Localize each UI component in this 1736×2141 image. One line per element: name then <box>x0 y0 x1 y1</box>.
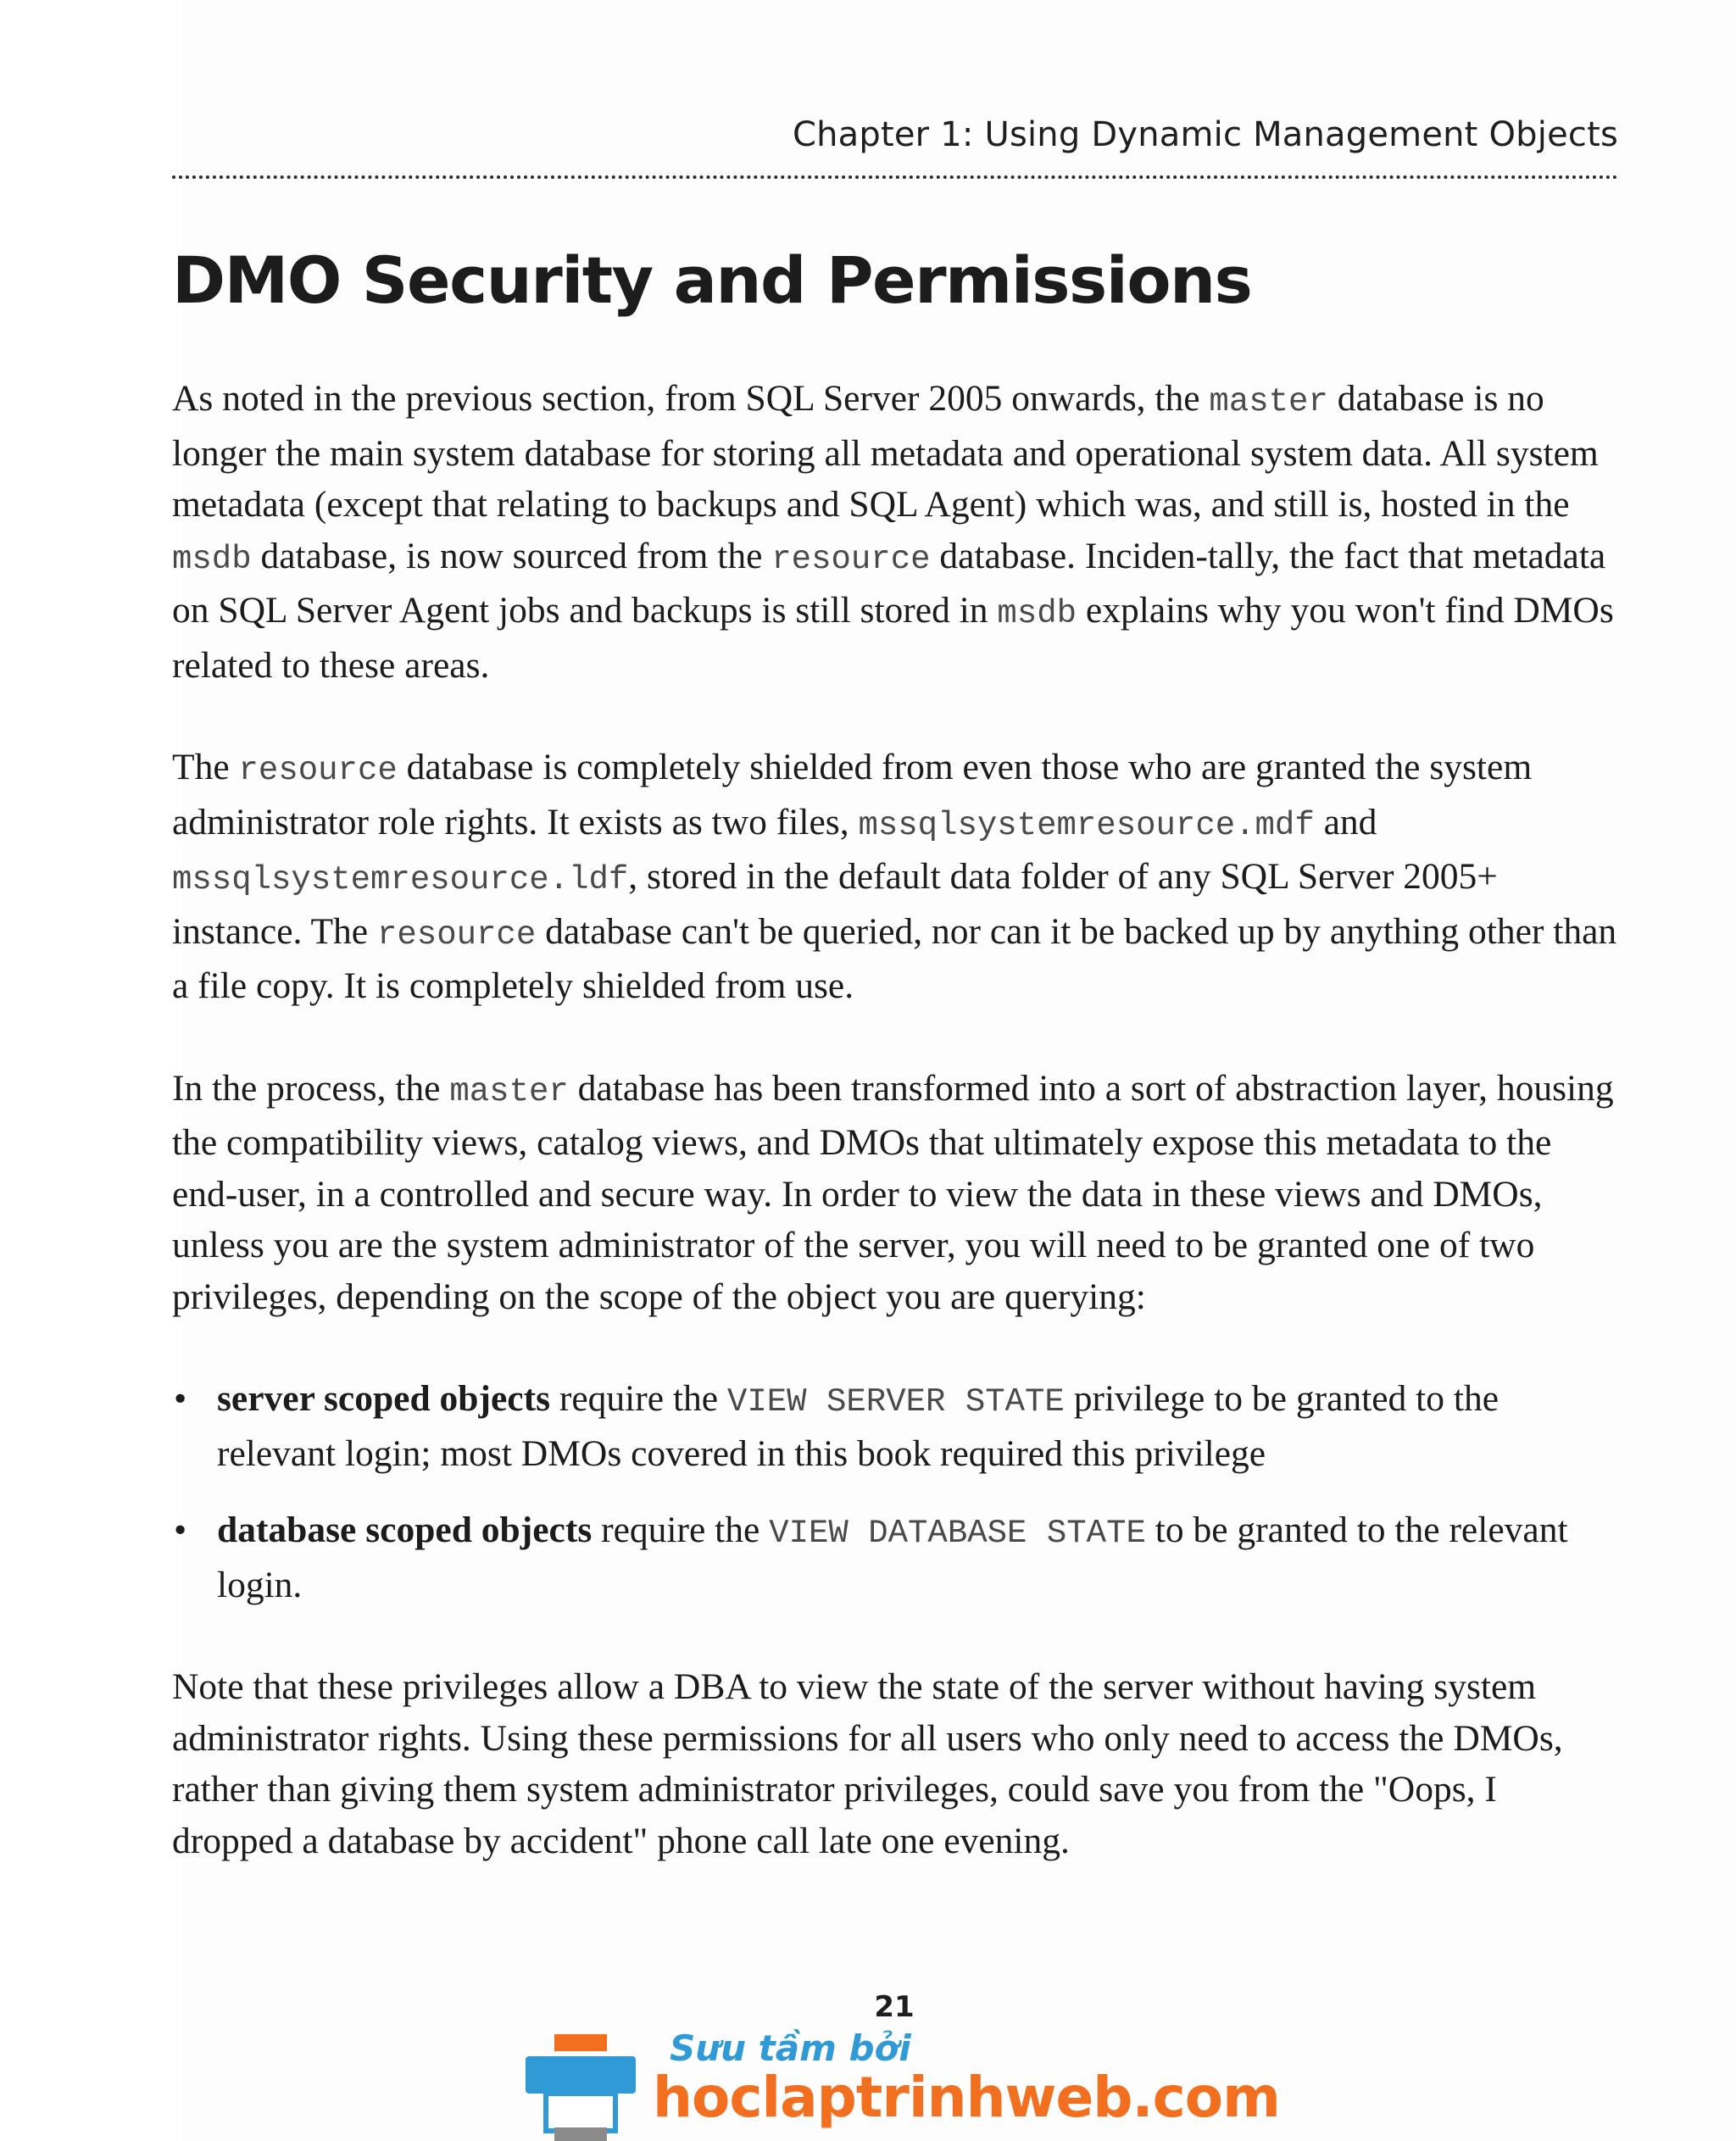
paragraph-text: database. Inciden-tally, the fact that metadata on SQL Server Agent jobs and backups is still stored in <box>172 535 1606 631</box>
list-item-text: to be granted to the relevant login. <box>217 1510 1568 1605</box>
inline-code: resource <box>771 540 931 578</box>
paragraph-text: explains why you won't find DMOs related to these areas. <box>172 590 1614 686</box>
paragraph-4: Note that these privileges allow a DBA to view the state of the server without having system administrator rights. Using these permissions for all users who only need to access the DMOs, rather than giving them system administrator privileges, could save you from the "Oops, I dropped a database by accident" phone call late one evening. <box>172 1666 1563 1861</box>
bullet-icon: • <box>174 1378 187 1419</box>
paragraph-text: database can't be queried, nor can it be backed up by anything other than a file copy. It is completely shielded from use. <box>172 910 1617 1006</box>
paragraph-1 <box>172 373 1623 691</box>
list-item-text: privilege to be granted to the relevant login; most DMOs covered in this book required this privilege <box>217 1378 1500 1474</box>
paragraph-text: database is no longer the main system database for storing all metadata and operational system data. All system metadata (except that relating to backups and SQL Agent) which was, and still is, hosted in the <box>172 378 1599 525</box>
paragraph-text: As noted in the previous section, from SQL Server 2005 onwards, the <box>172 378 1210 419</box>
list-item-term: database scoped objects <box>217 1510 593 1550</box>
watermark-tagline: Sưu tầm bởi <box>670 2027 911 2069</box>
list-item-text: require the <box>550 1378 727 1419</box>
inline-code: VIEW DATABASE STATE <box>769 1515 1146 1552</box>
paragraph-3 <box>172 1063 1623 1323</box>
paragraph-text: In the process, the <box>172 1067 450 1109</box>
paragraph-text: and <box>1314 801 1377 842</box>
paragraph-text: The <box>172 747 239 787</box>
paragraph-2 <box>172 742 1623 1012</box>
inline-code: msdb <box>172 540 252 578</box>
header-divider <box>172 175 1618 179</box>
privilege-list <box>172 1373 1623 1610</box>
paragraph-text: , stored in the default data folder of any SQL Server 2005+ instance. The <box>172 856 1498 952</box>
paragraph-text: database is completely shielded from even those who are granted the system administrator role rights. It exists as two files, <box>172 747 1533 842</box>
list-item-term: server scoped objects <box>217 1378 551 1419</box>
list-item <box>172 1504 1623 1610</box>
list-item <box>172 1373 1623 1479</box>
inline-code: VIEW SERVER STATE <box>726 1383 1065 1421</box>
paragraph-text: database, is now sourced from the <box>251 535 772 576</box>
inline-code: msdb <box>997 595 1077 632</box>
inline-code: master <box>1209 383 1328 420</box>
body-text <box>172 373 1623 1917</box>
list-item-text: require the <box>592 1510 770 1550</box>
watermark-site-name: hoclaptrinhweb.com <box>653 2065 1280 2130</box>
watermark-logo-icon <box>526 2034 636 2141</box>
section-title: DMO Security and Permissions <box>172 242 1252 318</box>
paragraph-text: database has been transformed into a sort of abstraction layer, housing the compatibility views, catalog views, and DMOs that ultimately expose this metadata to the end-user, in a controlled and secure way. In order to view the data in these views and DMOs, unless you are the system administrator of the server, you will need to be granted one of two privileges, depending on the scope of the object you are querying: <box>172 1067 1614 1317</box>
inline-code: master <box>449 1072 569 1110</box>
inline-code: resource <box>377 915 537 954</box>
inline-code: resource <box>238 752 398 789</box>
inline-code: mssqlsystemresource.mdf <box>858 806 1315 844</box>
running-header: Chapter 1: Using Dynamic Management Objects <box>792 115 1618 154</box>
inline-code: mssqlsystemresource.ldf <box>172 861 629 898</box>
bullet-icon: • <box>174 1510 187 1550</box>
page-number: 21 <box>874 1990 915 2024</box>
